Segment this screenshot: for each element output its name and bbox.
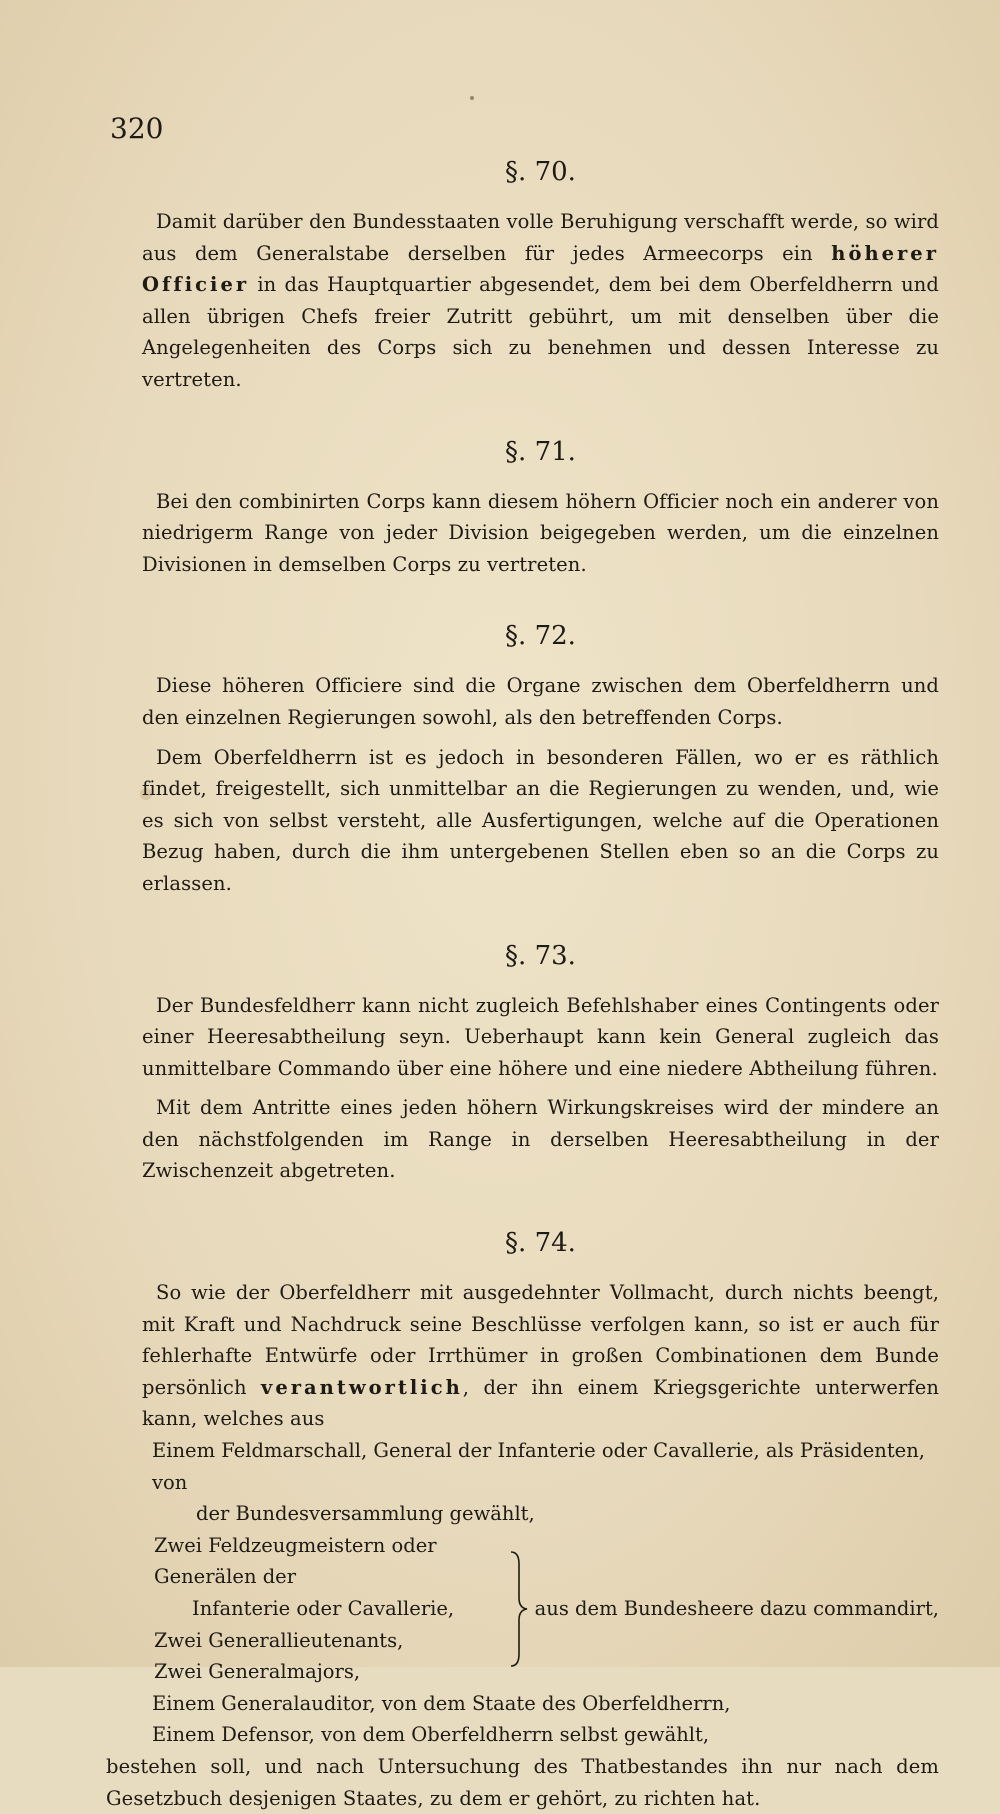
paragraph: bestehen soll, und nach Untersuchung des Thatbestandes ihn nur nach dem Gesetzbuch desjenigen Staates, zu dem er gehört, zu richten hat. [106, 1754, 939, 1810]
section-heading: §. 74. [505, 1228, 576, 1259]
emphasized-text: höherer Officier [142, 241, 939, 297]
section-heading: §. 73. [505, 940, 576, 971]
paper-speck [470, 96, 474, 100]
group-note: aus dem Bundesheere dazu commandirt, [534, 1597, 939, 1620]
court-composition-list [142, 1435, 939, 1751]
paragraph [142, 206, 939, 396]
curly-brace-icon [507, 1550, 529, 1668]
section-70 [142, 150, 939, 396]
section-heading: §. 70. [505, 157, 576, 187]
section-71 [142, 430, 939, 581]
group-items [154, 1530, 499, 1688]
paragraph: Der Bundesfeldherr kann nicht zugleich Befehlshaber eines Contingents oder einer Heeresabtheilung seyn. Ueberhaupt kann kein General zugleich das unmittelbare Commando über eine höhere und eine niedere Abtheilung führen. [142, 993, 939, 1080]
paragraph: Bei den combinirten Corps kann diesem höhern Officier noch ein anderer von niedrigerm Range von jeder Division beigegeben werden, um die einzelnen Divisionen in demselben Corps zu vertreten. [142, 489, 939, 576]
emphasized-text: verantwortlich [261, 1375, 463, 1399]
paragraph [142, 1277, 939, 1435]
paragraph-text: , der ihn einem Kriegsgerichte unterwerfen kann, welches aus [142, 1375, 939, 1431]
paragraph-text: in das Hauptquartier abgesendet, dem bei dem Oberfeldherrn und allen übrigen Chefs freier Zutritt gebührt, um mit denselben über die Angelegenheiten des Corps sich zu benehmen und dessen Interesse zu vertreten. [142, 273, 939, 391]
paragraph: Mit dem Antritte eines jeden höhern Wirkungskreises wird der mindere an den nächstfolgenden im Range in derselben Heeresabtheilung in der Zwischenzeit abgetreten. [142, 1096, 939, 1183]
section-72 [142, 614, 939, 899]
list-item: Einem Feldmarschall, General der Infanterie oder Cavallerie, als Präsidenten, von [152, 1439, 925, 1494]
section-73 [142, 934, 939, 1188]
section-74 [106, 1221, 939, 1814]
section-heading: §. 72. [505, 621, 576, 652]
list-item-continuation: der Bundesversammlung gewählt, [196, 1502, 535, 1526]
list-item-continuation: Infanterie oder Cavallerie, [192, 1597, 455, 1620]
list-item: Zwei Generalmajors, [154, 1660, 361, 1684]
paragraph-text: So wie der Oberfeldherr mit ausgedehnter Vollmacht, durch nichts beengt, mit Kraft und Nachdruck seine Beschlüsse verfolgen kann, so ist er auch für fehlerhafte Entwürfe oder Irrthümer in großen Combinationen dem Bunde persönlich [142, 1281, 939, 1399]
paragraph: Dem Oberfeldherrn ist es jedoch in besonderen Fällen, wo er es räthlich findet, freigestellt, sich unmittelbar an die Regierungen zu wenden, und, wie es sich von selbst versteht, alle Ausfertigungen, welche auf die Operationen Bezug haben, durch die ihm untergebenen Stellen eben so an die Corps zu erlassen. [142, 745, 939, 895]
page-body [106, 150, 939, 1814]
paragraph: Diese höheren Officiere sind die Organe zwischen dem Oberfeldherrn und den einzelnen Regierungen sowohl, als den betreffenden Corps. [142, 674, 939, 729]
list-item: Einem Generalauditor, von dem Staate des Oberfeldherrn, [152, 1691, 731, 1715]
paragraph-text: Damit darüber den Bundesstaaten volle Beruhigung verschafft werde, so wird aus dem Generalstabe derselben für jedes Armeecorps ein [142, 210, 939, 265]
section-heading: §. 71. [505, 436, 576, 467]
list-item: Zwei Feldzeugmeistern oder Generälen der [154, 1533, 437, 1589]
page-number: 320 [110, 112, 164, 145]
list-item: Zwei Generallieutenants, [154, 1628, 404, 1652]
bracketed-group [154, 1530, 939, 1688]
list-item: Einem Defensor, von dem Oberfeldherrn selbst gewählt, [152, 1723, 710, 1747]
